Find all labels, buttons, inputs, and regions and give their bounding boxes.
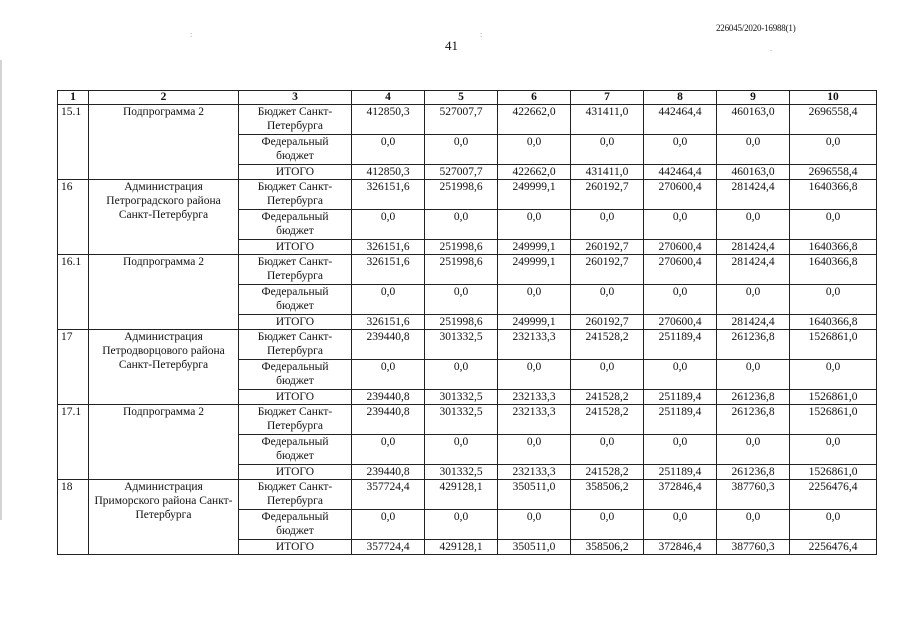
- amount-cell: 358506,2: [571, 540, 644, 555]
- amount-cell: 422662,0: [498, 105, 571, 135]
- amount-cell: 1526861,0: [790, 465, 877, 480]
- amount-cell: 241528,2: [571, 405, 644, 435]
- amount-cell: 429128,1: [425, 480, 498, 510]
- amount-cell: 387760,3: [717, 540, 790, 555]
- amount-cell: 0,0: [571, 135, 644, 165]
- column-header: 9: [717, 91, 790, 105]
- amount-cell: 301332,5: [425, 465, 498, 480]
- amount-cell: 372846,4: [644, 540, 717, 555]
- amount-cell: 239440,8: [352, 465, 425, 480]
- amount-cell: 0,0: [717, 360, 790, 390]
- amount-cell: 0,0: [790, 135, 877, 165]
- amount-cell: 0,0: [790, 435, 877, 465]
- funding-source-cell: Бюджет Санкт-Петербурга: [239, 255, 352, 285]
- amount-cell: 260192,7: [571, 255, 644, 285]
- amount-cell: 1640366,8: [790, 255, 877, 285]
- amount-cell: 0,0: [352, 435, 425, 465]
- amount-cell: 0,0: [790, 510, 877, 540]
- amount-cell: 0,0: [352, 510, 425, 540]
- amount-cell: 0,0: [498, 285, 571, 315]
- page-number: 41: [445, 38, 458, 53]
- table-row: [58, 255, 877, 285]
- amount-cell: 429128,1: [425, 540, 498, 555]
- amount-cell: 0,0: [425, 135, 498, 165]
- amount-cell: 527007,7: [425, 105, 498, 135]
- amount-cell: 0,0: [717, 135, 790, 165]
- funding-source-cell: Бюджет Санкт-Петербурга: [239, 105, 352, 135]
- amount-cell: 301332,5: [425, 405, 498, 435]
- amount-cell: 1526861,0: [790, 330, 877, 360]
- table-row: [58, 480, 877, 510]
- amount-cell: 301332,5: [425, 390, 498, 405]
- amount-cell: 239440,8: [352, 390, 425, 405]
- column-header: 1: [58, 91, 89, 105]
- amount-cell: 0,0: [571, 210, 644, 240]
- amount-cell: 260192,7: [571, 180, 644, 210]
- amount-cell: 527007,7: [425, 165, 498, 180]
- amount-cell: 431411,0: [571, 105, 644, 135]
- amount-cell: 0,0: [498, 210, 571, 240]
- column-header: 7: [571, 91, 644, 105]
- amount-cell: 0,0: [790, 285, 877, 315]
- amount-cell: 1526861,0: [790, 405, 877, 435]
- row-number-cell: 18: [58, 480, 89, 555]
- funding-source-cell: ИТОГО: [239, 315, 352, 330]
- amount-cell: 442464,4: [644, 105, 717, 135]
- funding-source-cell: Федеральный бюджет: [239, 435, 352, 465]
- amount-cell: 0,0: [644, 285, 717, 315]
- amount-cell: 0,0: [790, 360, 877, 390]
- amount-cell: 232133,3: [498, 465, 571, 480]
- amount-cell: 357724,4: [352, 480, 425, 510]
- amount-cell: 0,0: [644, 210, 717, 240]
- amount-cell: 358506,2: [571, 480, 644, 510]
- amount-cell: 239440,8: [352, 405, 425, 435]
- funding-source-cell: ИТОГО: [239, 240, 352, 255]
- amount-cell: 281424,4: [717, 240, 790, 255]
- table-header-row: [58, 91, 877, 105]
- amount-cell: 0,0: [644, 360, 717, 390]
- amount-cell: 0,0: [425, 510, 498, 540]
- row-number-cell: 17.1: [58, 405, 89, 480]
- table-body: [58, 105, 877, 555]
- column-header: 10: [790, 91, 877, 105]
- amount-cell: 1640366,8: [790, 240, 877, 255]
- amount-cell: 261236,8: [717, 465, 790, 480]
- funding-source-cell: Бюджет Санкт-Петербурга: [239, 480, 352, 510]
- funding-source-cell: Федеральный бюджет: [239, 135, 352, 165]
- amount-cell: 1640366,8: [790, 180, 877, 210]
- scan-speck: .: [770, 44, 772, 53]
- amount-cell: 301332,5: [425, 330, 498, 360]
- amount-cell: 0,0: [425, 360, 498, 390]
- amount-cell: 0,0: [425, 285, 498, 315]
- funding-source-cell: Бюджет Санкт-Петербурга: [239, 180, 352, 210]
- amount-cell: 2696558,4: [790, 105, 877, 135]
- funding-source-cell: Федеральный бюджет: [239, 285, 352, 315]
- column-header: 6: [498, 91, 571, 105]
- amount-cell: 2256476,4: [790, 480, 877, 510]
- column-header: 4: [352, 91, 425, 105]
- budget-table: [57, 90, 877, 555]
- program-name-cell: Администрация Приморского района Санкт-Петербурга: [89, 480, 239, 555]
- amount-cell: 251998,6: [425, 255, 498, 285]
- amount-cell: 357724,4: [352, 540, 425, 555]
- amount-cell: 270600,4: [644, 240, 717, 255]
- amount-cell: 326151,6: [352, 315, 425, 330]
- row-number-cell: 17: [58, 330, 89, 405]
- program-name-cell: Подпрограмма 2: [89, 105, 239, 180]
- amount-cell: 251998,6: [425, 240, 498, 255]
- amount-cell: 0,0: [425, 435, 498, 465]
- amount-cell: 249999,1: [498, 255, 571, 285]
- amount-cell: 0,0: [790, 210, 877, 240]
- scan-edge-shadow: [0, 60, 2, 520]
- funding-source-cell: ИТОГО: [239, 165, 352, 180]
- amount-cell: 460163,0: [717, 105, 790, 135]
- amount-cell: 0,0: [644, 510, 717, 540]
- amount-cell: 249999,1: [498, 240, 571, 255]
- amount-cell: 239440,8: [352, 330, 425, 360]
- column-header: 5: [425, 91, 498, 105]
- amount-cell: 1526861,0: [790, 390, 877, 405]
- amount-cell: 0,0: [352, 135, 425, 165]
- column-header: 8: [644, 91, 717, 105]
- amount-cell: 270600,4: [644, 255, 717, 285]
- amount-cell: 270600,4: [644, 180, 717, 210]
- amount-cell: 281424,4: [717, 255, 790, 285]
- amount-cell: 0,0: [717, 285, 790, 315]
- amount-cell: 0,0: [498, 360, 571, 390]
- amount-cell: 2256476,4: [790, 540, 877, 555]
- funding-source-cell: Федеральный бюджет: [239, 360, 352, 390]
- table-row: [58, 405, 877, 435]
- column-header: 3: [239, 91, 352, 105]
- amount-cell: 281424,4: [717, 180, 790, 210]
- amount-cell: 422662,0: [498, 165, 571, 180]
- amount-cell: 442464,4: [644, 165, 717, 180]
- funding-source-cell: ИТОГО: [239, 540, 352, 555]
- funding-source-cell: ИТОГО: [239, 465, 352, 480]
- amount-cell: 232133,3: [498, 390, 571, 405]
- amount-cell: 0,0: [571, 510, 644, 540]
- amount-cell: 251189,4: [644, 330, 717, 360]
- amount-cell: 251998,6: [425, 315, 498, 330]
- funding-source-cell: ИТОГО: [239, 390, 352, 405]
- amount-cell: 372846,4: [644, 480, 717, 510]
- amount-cell: 0,0: [498, 435, 571, 465]
- scan-speck: :: [480, 30, 483, 39]
- amount-cell: 232133,3: [498, 330, 571, 360]
- table-row: [58, 180, 877, 210]
- amount-cell: 270600,4: [644, 315, 717, 330]
- amount-cell: 0,0: [498, 510, 571, 540]
- program-name-cell: Администрация Петроградского района Санкт-Петербурга: [89, 180, 239, 255]
- amount-cell: 2696558,4: [790, 165, 877, 180]
- amount-cell: 241528,2: [571, 330, 644, 360]
- amount-cell: 241528,2: [571, 465, 644, 480]
- program-name-cell: Подпрограмма 2: [89, 405, 239, 480]
- amount-cell: 350511,0: [498, 480, 571, 510]
- amount-cell: 326151,6: [352, 180, 425, 210]
- amount-cell: 0,0: [352, 285, 425, 315]
- amount-cell: 0,0: [644, 135, 717, 165]
- table-row: [58, 330, 877, 360]
- amount-cell: 460163,0: [717, 165, 790, 180]
- row-number-cell: 16.1: [58, 255, 89, 330]
- funding-source-cell: Федеральный бюджет: [239, 510, 352, 540]
- table-row: [58, 105, 877, 135]
- document-code: 226045/2020-16988(1): [716, 23, 796, 33]
- amount-cell: 0,0: [498, 135, 571, 165]
- column-header: 2: [89, 91, 239, 105]
- row-number-cell: 16: [58, 180, 89, 255]
- amount-cell: 0,0: [717, 435, 790, 465]
- amount-cell: 261236,8: [717, 330, 790, 360]
- amount-cell: 232133,3: [498, 405, 571, 435]
- amount-cell: 412850,3: [352, 165, 425, 180]
- funding-source-cell: Федеральный бюджет: [239, 210, 352, 240]
- amount-cell: 431411,0: [571, 165, 644, 180]
- amount-cell: 249999,1: [498, 315, 571, 330]
- amount-cell: 0,0: [644, 435, 717, 465]
- amount-cell: 412850,3: [352, 105, 425, 135]
- amount-cell: 326151,6: [352, 240, 425, 255]
- amount-cell: 251189,4: [644, 390, 717, 405]
- amount-cell: 0,0: [717, 210, 790, 240]
- amount-cell: 0,0: [352, 360, 425, 390]
- amount-cell: 350511,0: [498, 540, 571, 555]
- amount-cell: 260192,7: [571, 240, 644, 255]
- row-number-cell: 15.1: [58, 105, 89, 180]
- amount-cell: 261236,8: [717, 390, 790, 405]
- amount-cell: 251189,4: [644, 465, 717, 480]
- amount-cell: 281424,4: [717, 315, 790, 330]
- amount-cell: 0,0: [352, 210, 425, 240]
- program-name-cell: Администрация Петродворцового района Санкт-Петербурга: [89, 330, 239, 405]
- amount-cell: 387760,3: [717, 480, 790, 510]
- amount-cell: 0,0: [571, 360, 644, 390]
- amount-cell: 251189,4: [644, 405, 717, 435]
- amount-cell: 0,0: [717, 510, 790, 540]
- amount-cell: 326151,6: [352, 255, 425, 285]
- amount-cell: 251998,6: [425, 180, 498, 210]
- amount-cell: 260192,7: [571, 315, 644, 330]
- amount-cell: 241528,2: [571, 390, 644, 405]
- program-name-cell: Подпрограмма 2: [89, 255, 239, 330]
- amount-cell: 0,0: [571, 435, 644, 465]
- funding-source-cell: Бюджет Санкт-Петербурга: [239, 330, 352, 360]
- amount-cell: 261236,8: [717, 405, 790, 435]
- amount-cell: 0,0: [571, 285, 644, 315]
- amount-cell: 1640366,8: [790, 315, 877, 330]
- scan-speck: :: [190, 30, 193, 39]
- amount-cell: 249999,1: [498, 180, 571, 210]
- amount-cell: 0,0: [425, 210, 498, 240]
- funding-source-cell: Бюджет Санкт-Петербурга: [239, 405, 352, 435]
